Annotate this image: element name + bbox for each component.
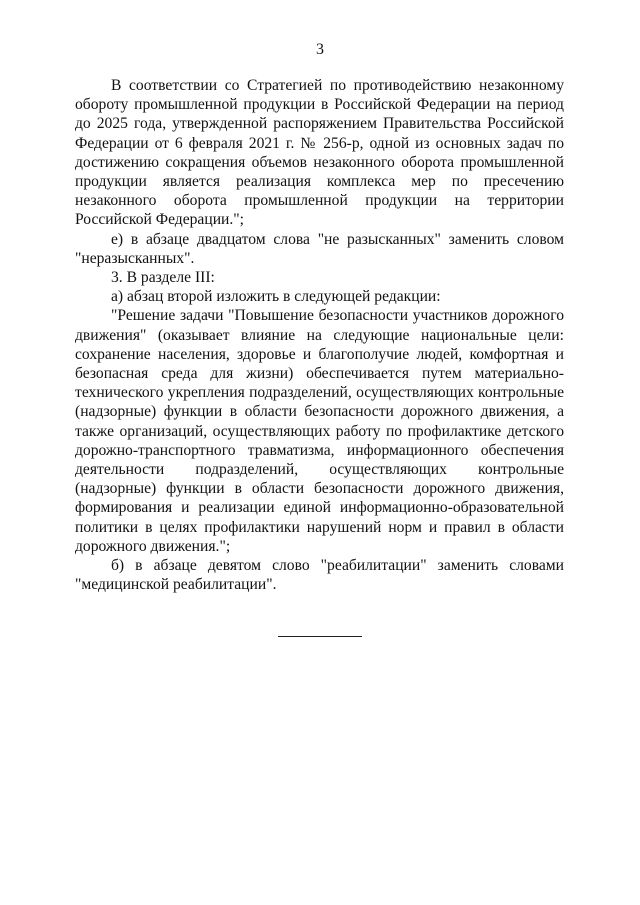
paragraph-item-b: б) в абзаце девятом слово "реабилитации" заменить словами "медицинской реабилитации". [75,557,564,594]
paragraph-section-3: 3. В разделе III: [111,269,215,287]
paragraph-road-safety-quote: "Решение задачи "Повышение безопасности участников дорожного движения" (оказывает влияние на следующие национальные цели: сохранение населения, здоровье и благополучие людей, комфортная и безопасная среда для жизни) обеспечивается путем материально-технического укрепления подразделений, осуществляющих контрольные (надзорные) функции в области безопасности дорожного движения, а также организаций, осуществляющих работу по профилактике детского дорожно-транспортного травматизма, информационного обеспечения деятельности подразделений, осуществляющих контрольные (надзорные) функции в области безопасности дорожного движения, формирования и реализации единой информационно-образовательной политики в целях профилактики нарушений норм и правил в области дорожного движения."; [75,307,564,555]
paragraph-strategy-quote: В соответствии со Стратегией по противодействию незаконному обороту промышленной продукции в Российской Федерации на период до 2025 года, утвержденной распоряжением Правительства Российской Федерации от 6 февраля 2021 г. № 256-р, одной из основных задач по достижению сокращения объемов незаконного оборота промышленной продукции является реализация комплекса мер по пресечению незаконного оборота промышленной продукции на территории Российской Федерации."; [75,77,564,229]
paragraph-item-e: е) в абзаце двадцатом слова "не разысканных" заменить словом "неразысканных". [75,230,564,267]
page-number: 3 [316,41,324,58]
document-body [75,76,564,594]
end-of-document-line [278,636,362,637]
paragraph-item-a: а) абзац второй изложить в следующей редакции: [111,288,441,306]
